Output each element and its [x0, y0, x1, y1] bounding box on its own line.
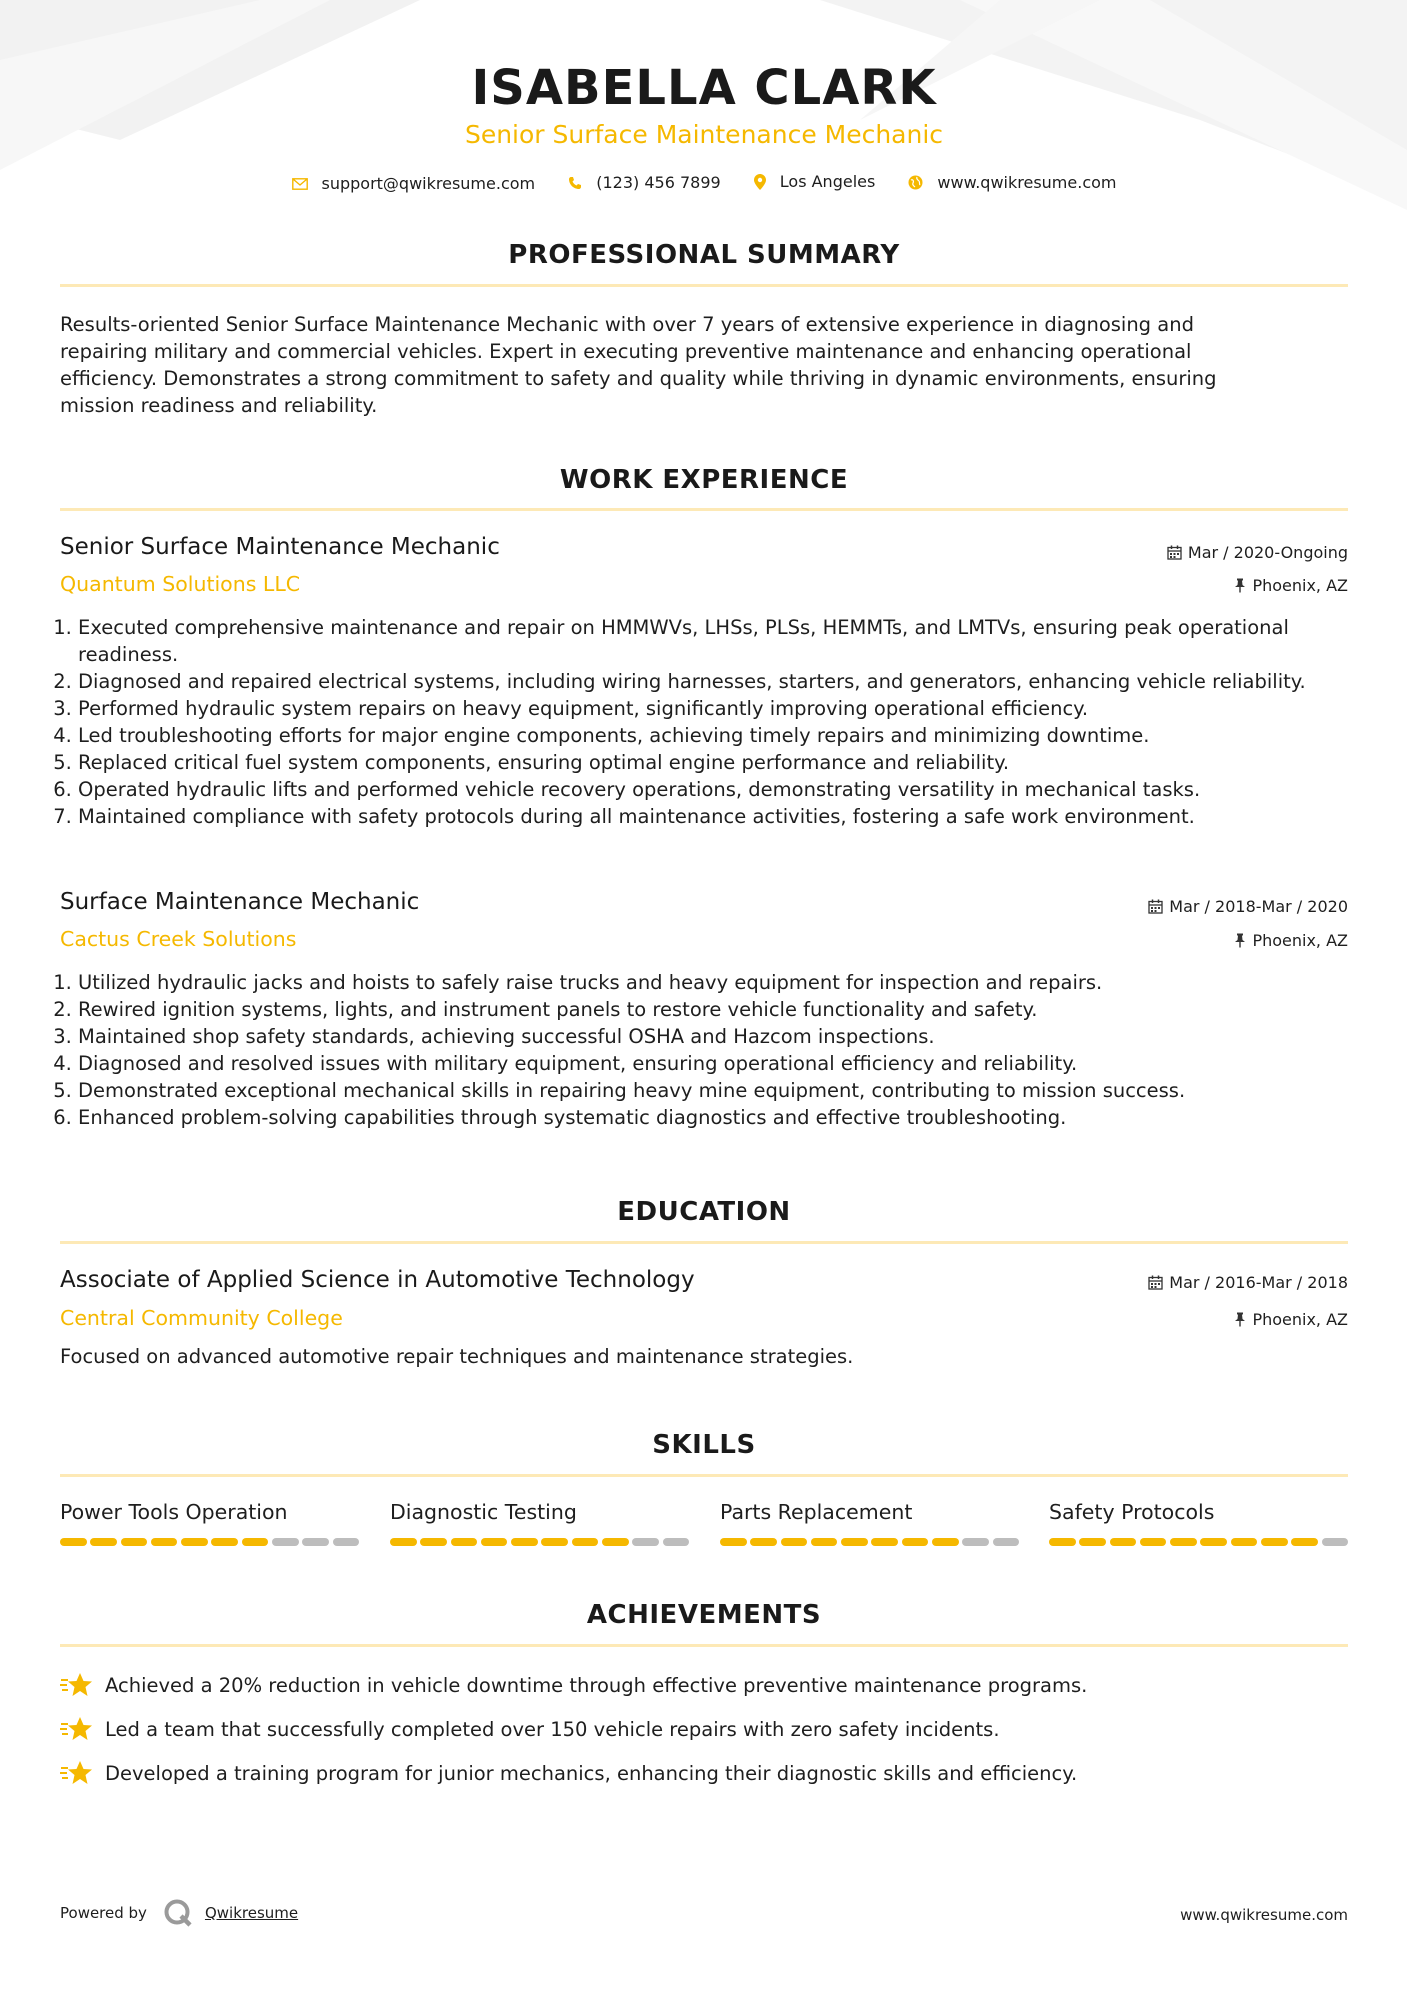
- skill-dot-empty: [333, 1538, 360, 1546]
- contact-website[interactable]: [908, 173, 1116, 192]
- skill-dot-filled: [541, 1538, 568, 1546]
- skill-item: [390, 1500, 690, 1524]
- footer-powered-by: [60, 1898, 298, 1928]
- job-dates-text: Mar / 2018-Mar / 2020: [1169, 897, 1348, 916]
- degree-title: Associate of Applied Science in Automotive Technology: [60, 1267, 695, 1293]
- skill-dot-filled: [1049, 1538, 1076, 1546]
- skill-dot-filled: [242, 1538, 269, 1546]
- section-divider: [60, 508, 1348, 511]
- skill-name: Power Tools Operation: [60, 1500, 288, 1524]
- job-location-text: Phoenix, AZ: [1252, 576, 1348, 595]
- skill-dot-filled: [932, 1538, 959, 1546]
- education-dates-text: Mar / 2016-Mar / 2018: [1169, 1273, 1348, 1292]
- skill-dot-filled: [511, 1538, 538, 1546]
- website-text: www.qwikresume.com: [937, 172, 1117, 192]
- skill-rating: [60, 1538, 363, 1546]
- skill-dot-empty: [663, 1538, 690, 1546]
- skill-item: [720, 1500, 1020, 1524]
- section-heading-summary: PROFESSIONAL SUMMARY: [508, 240, 900, 270]
- job-responsibilities: [60, 969, 1348, 1131]
- skill-dot-filled: [390, 1538, 417, 1546]
- candidate-name: ISABELLA CLARK: [471, 60, 937, 116]
- skill-dot-filled: [1261, 1538, 1288, 1546]
- skill-dot-empty: [993, 1538, 1020, 1546]
- candidate-title: Senior Surface Maintenance Mechanic: [464, 120, 944, 149]
- calendar-icon: [1148, 899, 1163, 914]
- section-divider: [60, 1644, 1348, 1647]
- school-name: Central Community College: [60, 1306, 343, 1330]
- calendar-icon: [1148, 1275, 1163, 1290]
- skill-dot-filled: [211, 1538, 238, 1546]
- job-title: Senior Surface Maintenance Mechanic: [60, 534, 500, 560]
- job-location: [1234, 576, 1348, 595]
- section-divider: [60, 1474, 1348, 1477]
- achievement-item: [60, 1716, 1348, 1742]
- responsibility-item: 6. Operated hydraulic lifts and performed vehicle recovery operations, demonstrating versatility in mechanical tasks.: [78, 776, 1348, 803]
- skill-rating: [390, 1538, 693, 1546]
- skill-name: Parts Replacement: [720, 1500, 913, 1524]
- skills-list: [60, 1500, 1348, 1560]
- skill-dot-filled: [121, 1538, 148, 1546]
- job-dates-text: Mar / 2020-Ongoing: [1187, 543, 1348, 562]
- responsibility-item: 4. Led troubleshooting efforts for major engine components, achieving timely repairs and minimizing downtime.: [78, 722, 1348, 749]
- qwikresume-link[interactable]: Qwikresume: [204, 1904, 299, 1922]
- location-text: Los Angeles: [779, 172, 876, 191]
- star-icon: [60, 1672, 93, 1698]
- skill-dot-filled: [420, 1538, 447, 1546]
- summary-line: efficiency. Demonstrates a strong commitment to safety and quality while thriving in dynamic environments, ensuring: [60, 367, 1217, 390]
- responsibility-item: 5. Replaced critical fuel system components, ensuring optimal engine performance and reliability.: [78, 749, 1348, 776]
- section-heading-education: EDUCATION: [617, 1197, 791, 1227]
- responsibility-item: 1. Utilized hydraulic jacks and hoists to safely raise trucks and heavy equipment for inspection and repairs.: [78, 969, 1348, 996]
- contact-phone[interactable]: [568, 173, 720, 192]
- skill-name: Safety Protocols: [1049, 1500, 1215, 1524]
- job-location: [1234, 931, 1348, 950]
- skill-dot-filled: [181, 1538, 208, 1546]
- footer-website[interactable]: www.qwikresume.com: [1180, 1906, 1348, 1924]
- summary-line: mission readiness and reliability.: [60, 394, 378, 417]
- phone-icon: [568, 176, 582, 190]
- skill-dot-filled: [720, 1538, 747, 1546]
- skill-dot-empty: [1322, 1538, 1349, 1546]
- company-name: Cactus Creek Solutions: [60, 927, 297, 951]
- skill-dot-filled: [1200, 1538, 1227, 1546]
- achievement-item: [60, 1760, 1348, 1786]
- skill-dot-filled: [451, 1538, 478, 1546]
- responsibility-item: 2. Diagnosed and repaired electrical systems, including wiring harnesses, starters, and generators, enhancing vehicle reliability.: [78, 668, 1348, 695]
- contact-bar: [60, 172, 1348, 194]
- skill-dot-filled: [1140, 1538, 1167, 1546]
- skill-dot-filled: [60, 1538, 87, 1546]
- skill-dot-filled: [902, 1538, 929, 1546]
- achievement-text: Achieved a 20% reduction in vehicle downtime through effective preventive maintenance programs.: [105, 1673, 1088, 1697]
- calendar-icon: [1167, 545, 1182, 560]
- responsibility-item: 2. Rewired ignition systems, lights, and instrument panels to restore vehicle functionality and safety.: [78, 996, 1348, 1023]
- section-divider: [60, 1241, 1348, 1244]
- job-dates: [1167, 543, 1348, 562]
- skill-dot-empty: [272, 1538, 299, 1546]
- map-pin-icon: [754, 174, 766, 190]
- responsibility-item: 3. Maintained shop safety standards, achieving successful OSHA and Hazcom inspections.: [78, 1023, 1348, 1050]
- star-icon: [60, 1760, 93, 1786]
- summary-line: repairing military and commercial vehicles. Expert in executing preventive maintenance and enhancing operational: [60, 340, 1192, 363]
- skill-dot-filled: [871, 1538, 898, 1546]
- job-responsibilities: [60, 614, 1348, 830]
- skill-rating: [720, 1538, 1023, 1546]
- skill-item: [60, 1500, 360, 1524]
- skill-dot-filled: [841, 1538, 868, 1546]
- job-dates: [1148, 897, 1348, 916]
- pushpin-icon: [1234, 578, 1246, 593]
- qwikresume-logo-icon: [163, 1898, 193, 1928]
- section-divider: [60, 284, 1348, 287]
- skill-dot-empty: [302, 1538, 329, 1546]
- skill-dot-filled: [750, 1538, 777, 1546]
- skill-dot-filled: [1110, 1538, 1137, 1546]
- contact-location: [754, 172, 876, 191]
- skill-item: [1049, 1500, 1349, 1524]
- skill-dot-filled: [481, 1538, 508, 1546]
- skill-dot-filled: [811, 1538, 838, 1546]
- section-heading-work: WORK EXPERIENCE: [559, 465, 849, 495]
- envelope-icon: [292, 178, 308, 190]
- education-description: Focused on advanced automotive repair techniques and maintenance strategies.: [60, 1345, 854, 1368]
- skill-dot-empty: [962, 1538, 989, 1546]
- responsibility-item: 1. Executed comprehensive maintenance and repair on HMMWVs, LHSs, PLSs, HEMMTs, and LMTVs, ensuring peak operational readiness.: [78, 614, 1348, 668]
- skill-dot-filled: [1170, 1538, 1197, 1546]
- powered-by-label: Powered by: [60, 1904, 147, 1922]
- pushpin-icon: [1234, 1312, 1246, 1327]
- achievement-text: Led a team that successfully completed over 150 vehicle repairs with zero safety incidents.: [105, 1717, 1000, 1741]
- education-location-text: Phoenix, AZ: [1252, 1310, 1348, 1329]
- responsibility-item: 3. Performed hydraulic system repairs on heavy equipment, significantly improving operational efficiency.: [78, 695, 1348, 722]
- company-name: Quantum Solutions LLC: [60, 572, 301, 596]
- phone-text: (123) 456 7899: [596, 173, 721, 192]
- skill-dot-filled: [1291, 1538, 1318, 1546]
- skill-name: Diagnostic Testing: [390, 1500, 577, 1524]
- skill-dot-filled: [90, 1538, 117, 1546]
- skill-dot-filled: [602, 1538, 629, 1546]
- summary-text: [60, 311, 1348, 419]
- responsibility-item: 7. Maintained compliance with safety protocols during all maintenance activities, fostering a safe work environment.: [78, 803, 1348, 830]
- job-location-text: Phoenix, AZ: [1252, 931, 1348, 950]
- responsibility-item: 6. Enhanced problem-solving capabilities through systematic diagnostics and effective troubleshooting.: [78, 1104, 1348, 1131]
- skill-dot-filled: [781, 1538, 808, 1546]
- achievement-item: [60, 1672, 1348, 1698]
- skill-dot-filled: [1231, 1538, 1258, 1546]
- section-heading-skills: SKILLS: [652, 1430, 756, 1460]
- contact-email[interactable]: [292, 174, 536, 193]
- skill-dot-filled: [572, 1538, 599, 1546]
- responsibility-item: 5. Demonstrated exceptional mechanical skills in repairing heavy mine equipment, contributing to mission success.: [78, 1077, 1348, 1104]
- star-icon: [60, 1716, 93, 1742]
- education-location: [1234, 1310, 1348, 1329]
- section-heading-achievements: ACHIEVEMENTS: [586, 1600, 822, 1630]
- email-text: support@qwikresume.com: [321, 174, 536, 193]
- skill-rating: [1049, 1538, 1352, 1546]
- responsibility-item: 4. Diagnosed and resolved issues with military equipment, ensuring operational efficiency and reliability.: [78, 1050, 1348, 1077]
- skill-dot-empty: [632, 1538, 659, 1546]
- skill-dot-filled: [151, 1538, 178, 1546]
- skill-dot-filled: [1079, 1538, 1106, 1546]
- achievement-text: Developed a training program for junior mechanics, enhancing their diagnostic skills and efficiency.: [105, 1761, 1078, 1785]
- education-dates: [1148, 1273, 1348, 1292]
- job-title: Surface Maintenance Mechanic: [60, 889, 420, 915]
- summary-line: Results-oriented Senior Surface Maintenance Mechanic with over 7 years of extensive experience in diagnosing and: [60, 313, 1194, 336]
- pushpin-icon: [1234, 933, 1246, 948]
- globe-icon: [908, 175, 923, 190]
